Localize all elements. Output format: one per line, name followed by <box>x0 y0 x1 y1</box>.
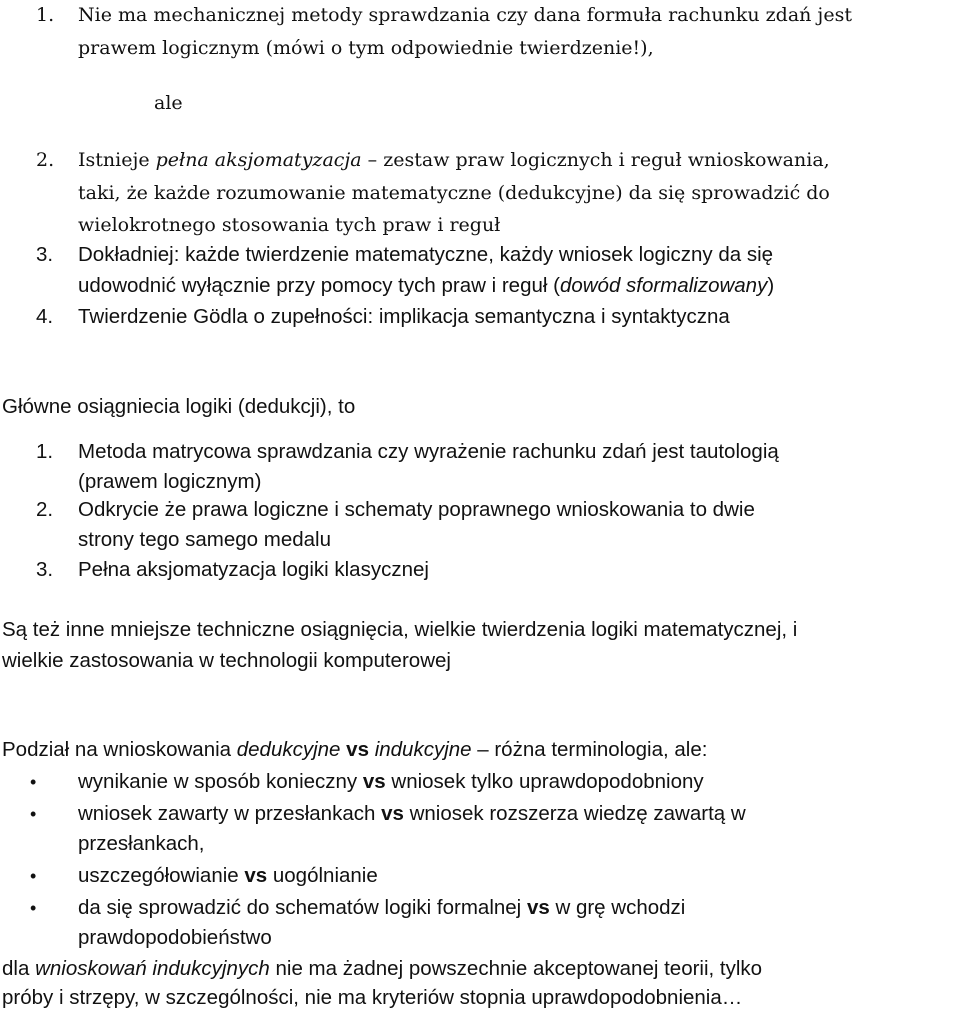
item-text: Istnieje pełna aksjomatyzacja – zestaw praw logicznych i reguł wnioskowania, <box>78 149 830 171</box>
bullet-text: wynikanie w sposób konieczny vs wniosek tylko uprawdopodobniony <box>78 770 704 793</box>
achievement-1-line-1 <box>36 437 779 467</box>
item-number: 3. <box>36 558 54 581</box>
vs-bold: vs <box>381 802 404 825</box>
achievement-2-line-1 <box>36 495 755 525</box>
vs-bold: vs <box>244 864 268 887</box>
achievement-2-line-2: strony tego samego medalu <box>78 528 331 551</box>
vs-bold: vs <box>362 770 386 793</box>
emphasis-text: wnioskowań indukcyjnych <box>35 957 270 980</box>
emphasis-text: dedukcyjne <box>236 738 341 761</box>
item-4-line-1 <box>36 302 730 332</box>
division-intro: Podział na wnioskowania dedukcyjne vs indukcyjne – różna terminologia, ale: <box>2 738 708 761</box>
bullet-continuation: przesłankach, <box>78 832 205 855</box>
closing-line-1: dla wnioskowań indukcyjnych nie ma żadnej powszechnie akceptowanej teorii, tylko <box>2 957 763 980</box>
bullet-glyph: • <box>30 772 37 792</box>
bullet-glyph: • <box>30 804 37 824</box>
emphasis-text: indukcyjne <box>374 738 472 761</box>
item-text: Nie ma mechanicznej metody sprawdzania czy dana formuła rachunku zdań jest <box>78 4 852 26</box>
item-number: 2. <box>36 149 55 171</box>
item-1-line-1 <box>36 0 852 30</box>
item-3-line-1 <box>36 240 774 270</box>
bullet-glyph: • <box>30 866 37 886</box>
item-text: Metoda matrycowa sprawdzania czy wyrażenie rachunku zdań jest tautologią <box>78 440 779 463</box>
item-number: 3. <box>36 243 54 266</box>
vs-bold: vs <box>346 738 369 761</box>
achievement-3-line-1 <box>36 555 429 585</box>
item-2-line-2: taki, że każde rozumowanie matematyczne (dedukcyjne) da się sprowadzić do <box>78 182 830 204</box>
item-3-line-2: udowodnić wyłącznie przy pomocy tych praw i reguł (dowód sformalizowany) <box>78 274 775 297</box>
bullet-continuation: prawdopodobieństwo <box>78 926 272 949</box>
bullet-text: uszczegółowianie vs uogólnianie <box>78 864 378 887</box>
vs-bold: vs <box>526 896 550 919</box>
item-number: 1. <box>36 440 54 463</box>
emphasis-text: dowód sformalizowany <box>559 274 768 297</box>
achievement-1-line-2: (prawem logicznym) <box>78 470 262 493</box>
bullet-text: da się sprowadzić do schematów logiki formalnej vs w grę wchodzi <box>78 896 686 919</box>
closing-line-2: próby i strzępy, w szczególności, nie ma kryteriów stopnia uprawdopodobnienia… <box>2 986 743 1009</box>
item-number: 2. <box>36 498 54 521</box>
bullet-glyph: • <box>30 898 37 918</box>
other-paragraph-line-2: wielkie zastosowania w technologii komputerowej <box>2 649 451 672</box>
item-2-line-1 <box>36 145 830 175</box>
item-2-line-3: wielokrotnego stosowania tych praw i reguł <box>78 214 501 236</box>
ale-word: ale <box>154 92 183 114</box>
achievements-heading: Główne osiągniecia logiki (dedukcji), to <box>2 395 356 418</box>
item-text: Odkrycie że prawa logiczne i schematy poprawnego wnioskowania to dwie <box>78 498 755 521</box>
emphasis-text: pełna aksjomatyzacja <box>155 149 362 171</box>
bullet-text: wniosek zawarty w przesłankach vs wniosek rozszerza wiedzę zawartą w <box>78 802 746 825</box>
item-text: Pełna aksjomatyzacja logiki klasycznej <box>78 558 429 581</box>
other-paragraph-line-1: Są też inne mniejsze techniczne osiągnięcia, wielkie twierdzenia logiki matematycznej, i <box>2 618 798 641</box>
item-number: 1. <box>36 4 55 26</box>
item-text: Twierdzenie Gödla o zupełności: implikacja semantyczna i syntaktyczna <box>78 305 730 328</box>
item-text: Dokładniej: każde twierdzenie matematyczne, każdy wniosek logiczny da się <box>78 243 774 266</box>
item-number: 4. <box>36 305 54 328</box>
item-1-line-2: prawem logicznym (mówi o tym odpowiednie twierdzenie!), <box>78 37 654 59</box>
